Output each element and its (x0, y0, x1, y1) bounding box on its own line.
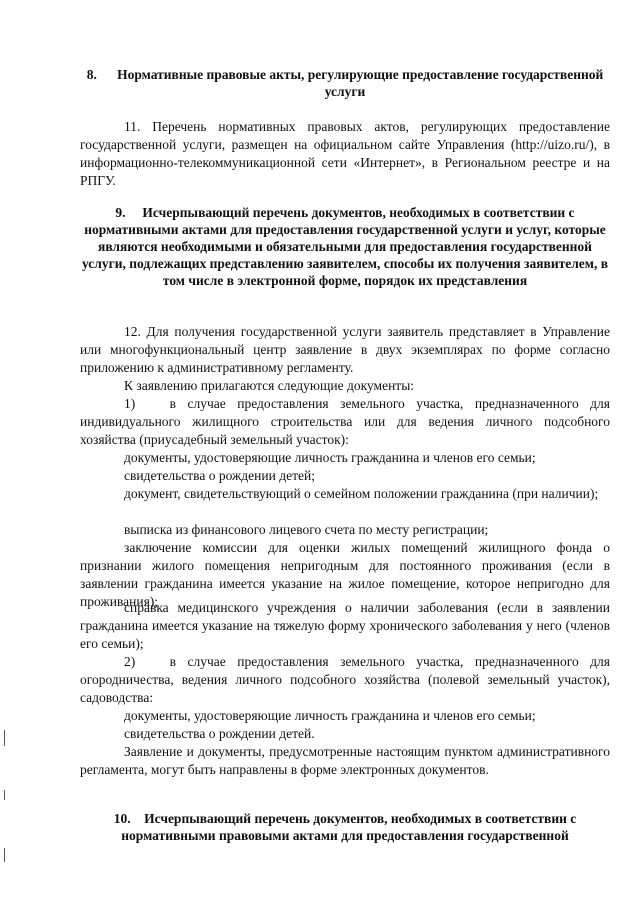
attached-docs-intro: К заявлению прилагаются следующие документы: (124, 378, 415, 393)
list-item-1-birth-certificates: свидетельства о рождении детей; (124, 468, 315, 483)
scan-margin-mark (4, 730, 5, 746)
list-item-1-commission-conclusion: заключение комиссии для оценки жилых помещений жилищного фонда о признании жилого помещения непригодным для постоянного проживания (если в заявлении гражданина имеется указание на жилое помещение, которое непригодно для проживания); (80, 540, 610, 609)
section-10-heading: 10. Исчерпывающий перечень документов, необходимых в соответствии с нормативными правовыми актами для предоставления государственной (113, 811, 577, 843)
list-item-2: 2) в случае предоставления земельного участка, предназначенного для огородничества, ведения личного подсобного хозяйства (полевой земельный участок), садоводства: (80, 654, 610, 705)
section-8-heading: 8. Нормативные правовые акты, регулирующие предоставление государственной услуги (86, 67, 604, 99)
list-item-1-family-status-doc: документ, свидетельствующий о семейном положении гражданина (при наличии); (124, 486, 599, 501)
paragraph-12: 12. Для получения государственной услуги заявитель представляет в Управление или многофункциональный центр заявление в двух экземплярах по форме согласно приложению к административному регламенту. (80, 324, 610, 375)
list-item-2-identity-docs: документы, удостоверяющие личность гражданина и членов его семьи; (124, 708, 536, 723)
section-9-heading: 9. Исчерпывающий перечень документов, необходимых в соответствии с нормативными актами для предоставления государственной услуги и услуг, которые являются необходимыми и обязательными для предоставления государственной услуги, подлежащих представлению заявителем, способы их получения заявителем, в том числе в электронной форме, порядок их представления (81, 205, 609, 288)
list-item-1-account-extract: выписка из финансового лицевого счета по месту регистрации; (124, 522, 489, 537)
list-item-1-identity-docs: документы, удостоверяющие личность гражданина и членов его семьи; (124, 450, 536, 465)
paragraph-11: 11. Перечень нормативных правовых актов, регулирующих предоставление государственной услуги, размещен на официальном сайте Управления (http://uizo.ru/), в информационно-телекоммуникационной сети «Интернет», в Региональном реестре и на РПГУ. (80, 119, 610, 188)
list-item-1: 1) в случае предоставления земельного участка, предназначенного для индивидуального жилищного строительства или для ведения личного подсобного хозяйства (приусадебный земельный участок): (80, 396, 610, 447)
electronic-submission-note: Заявление и документы, предусмотренные настоящим пунктом административного регламента, могут быть направлены в форме электронных документов. (80, 744, 610, 777)
scan-margin-mark (4, 790, 5, 800)
list-item-2-birth-certificates: свидетельства о рождении детей. (124, 726, 315, 741)
list-item-1-medical-certificate: справка медицинского учреждения о наличии заболевания (если в заявлении гражданина имеется указание на тяжелую форму хронического заболевания у него (членов его семьи); (80, 600, 610, 651)
scan-margin-mark (4, 848, 5, 862)
